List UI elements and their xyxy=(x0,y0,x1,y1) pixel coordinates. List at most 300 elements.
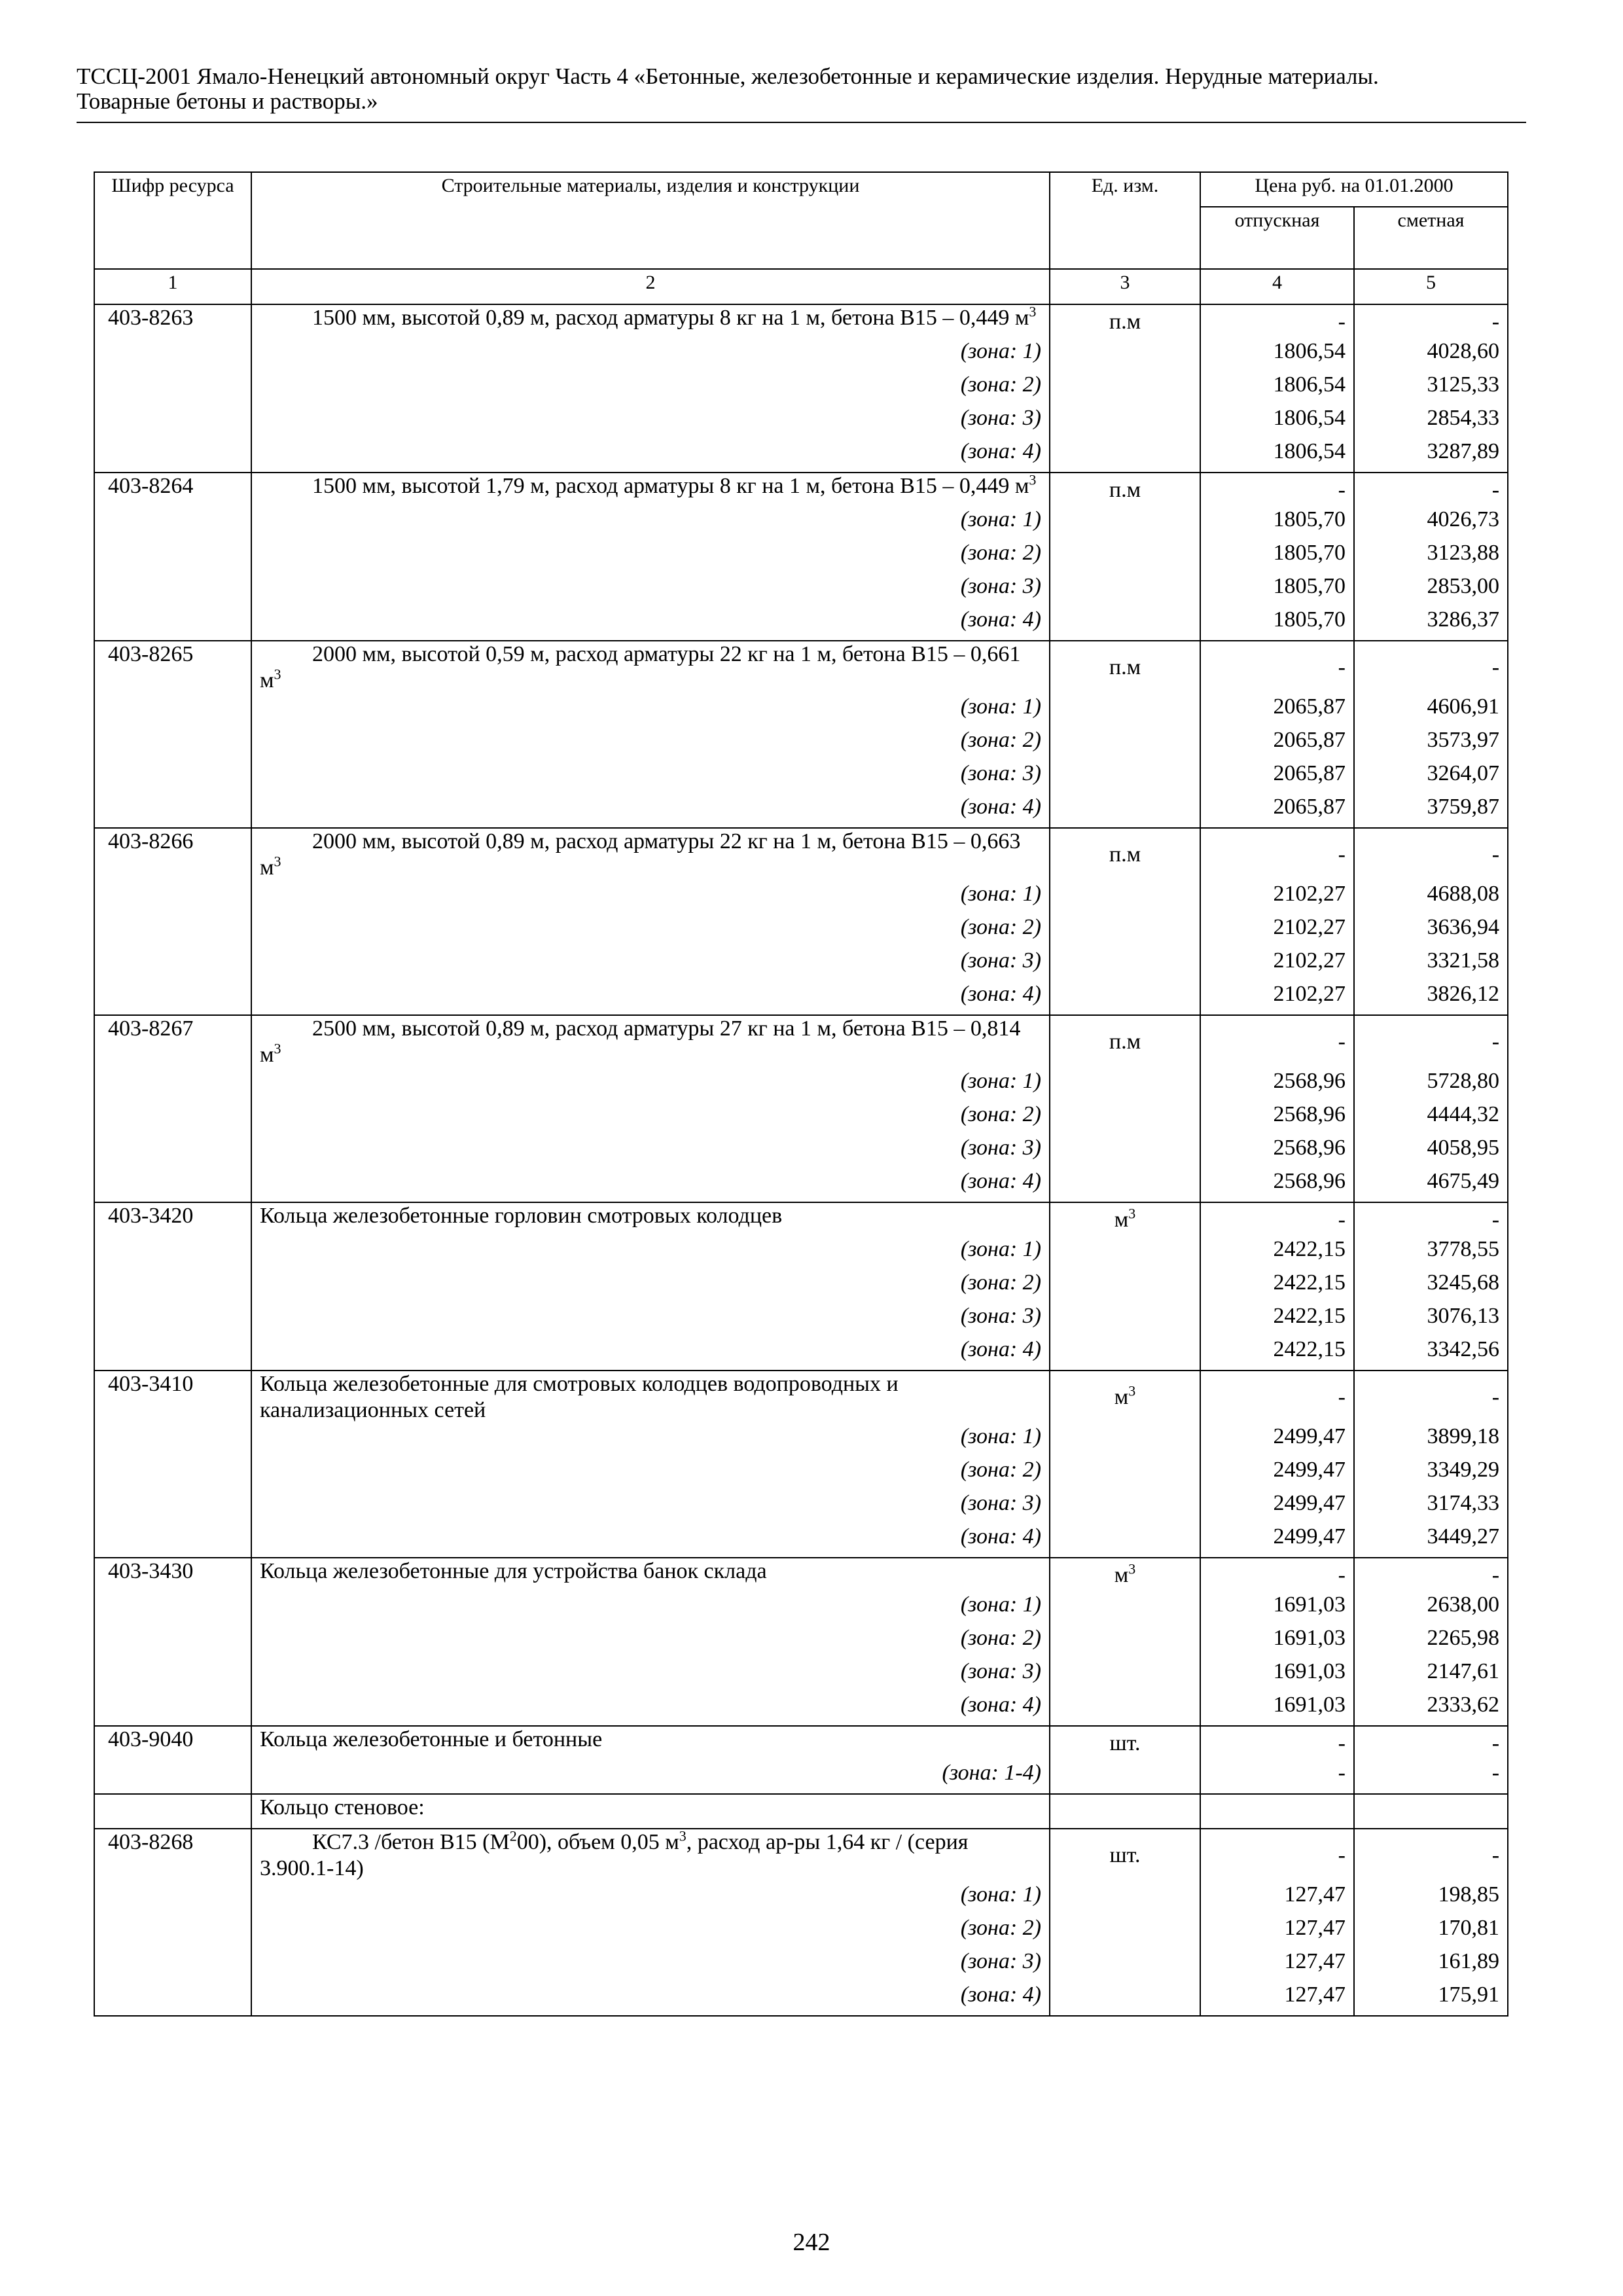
zone-label: (зона: 4) xyxy=(251,1982,1050,2016)
column-number: 4 xyxy=(1200,269,1354,304)
zone-row xyxy=(94,439,1508,473)
zone-estimate-price: 2265,98 xyxy=(1354,1625,1508,1659)
material-name xyxy=(251,1202,1050,1236)
zone-release-price: 2499,47 xyxy=(1200,1424,1354,1457)
zone-unit-cell xyxy=(1050,1490,1200,1524)
estimate-price: - xyxy=(1354,1202,1508,1236)
resource-code: 403-8268 xyxy=(94,1829,251,1882)
zone-release-price: 2422,15 xyxy=(1200,1236,1354,1270)
superscript: 3 xyxy=(679,1827,687,1844)
zone-code-cell xyxy=(94,794,251,828)
zone-row xyxy=(94,914,1508,948)
zone-estimate-price: 3076,13 xyxy=(1354,1303,1508,1336)
zone-label: (зона: 3) xyxy=(251,405,1050,439)
zone-row xyxy=(94,507,1508,540)
zone-row xyxy=(94,338,1508,372)
material-name-text: 2500 мм, высотой 0,89 м, расход арматуры 27 кг на 1 м, бетона В15 – 0,814 м xyxy=(260,1016,1021,1067)
resource-code: 403-8265 xyxy=(94,641,251,694)
zone-label: (зона: 1) xyxy=(251,694,1050,727)
zone-unit-cell xyxy=(1050,338,1200,372)
zone-label: (зона: 3) xyxy=(251,1490,1050,1524)
zone-code-cell xyxy=(94,439,251,473)
release-price: - xyxy=(1200,1829,1354,1882)
zone-release-price: 1805,70 xyxy=(1200,540,1354,573)
unit-text: м xyxy=(1114,1207,1129,1232)
zone-estimate-price: 3899,18 xyxy=(1354,1424,1508,1457)
zone-release-price: 127,47 xyxy=(1200,1915,1354,1948)
zone-unit-cell xyxy=(1050,1659,1200,1692)
zone-label: (зона: 4) xyxy=(251,607,1050,641)
zone-code-cell xyxy=(94,372,251,405)
zone-code-cell xyxy=(94,1882,251,1915)
zone-unit-cell xyxy=(1050,1592,1200,1625)
zone-unit-cell xyxy=(1050,1068,1200,1102)
zone-estimate-price: 3636,94 xyxy=(1354,914,1508,948)
zone-release-price: 1806,54 xyxy=(1200,338,1354,372)
zone-row xyxy=(94,1882,1508,1915)
zone-release-price: 2568,96 xyxy=(1200,1102,1354,1135)
zone-code-cell xyxy=(94,1524,251,1558)
zone-code-cell xyxy=(94,981,251,1015)
zone-release-price: 2422,15 xyxy=(1200,1336,1354,1371)
zone-label: (зона: 3) xyxy=(251,1303,1050,1336)
zone-code-cell xyxy=(94,338,251,372)
zone-estimate-price: 3174,33 xyxy=(1354,1490,1508,1524)
zone-unit-cell xyxy=(1050,1948,1200,1982)
zone-unit-cell xyxy=(1050,727,1200,761)
superscript: 3 xyxy=(274,666,281,683)
unit-text: п.м xyxy=(1109,655,1141,679)
price-table xyxy=(94,171,1508,2017)
page-number: 242 xyxy=(793,2229,830,2256)
zone-label: (зона: 2) xyxy=(251,914,1050,948)
zone-estimate-price: 3573,97 xyxy=(1354,727,1508,761)
zone-estimate-price: 3245,68 xyxy=(1354,1270,1508,1303)
zone-release-price: 1805,70 xyxy=(1200,573,1354,607)
section-release-cell xyxy=(1200,1794,1354,1829)
unit-cell xyxy=(1050,473,1200,507)
unit-cell xyxy=(1050,1829,1200,1882)
zone-unit-cell xyxy=(1050,1102,1200,1135)
zone-row xyxy=(94,1068,1508,1102)
zone-unit-cell xyxy=(1050,573,1200,607)
zone-release-price: 2065,87 xyxy=(1200,761,1354,794)
zone-row xyxy=(94,1135,1508,1168)
zone-label: (зона: 3) xyxy=(251,573,1050,607)
zone-code-cell xyxy=(94,1915,251,1948)
zone-row xyxy=(94,948,1508,981)
section-unit-cell xyxy=(1050,1794,1200,1829)
zone-row xyxy=(94,1524,1508,1558)
zone-code-cell xyxy=(94,881,251,914)
unit-superscript: 3 xyxy=(1128,1382,1136,1399)
zone-row xyxy=(94,981,1508,1015)
material-name-part: , расход ар-ры 1,64 кг / (серия 3.900.1-14) xyxy=(260,1830,969,1880)
zone-code-cell xyxy=(94,607,251,641)
unit-cell xyxy=(1050,1202,1200,1236)
zone-row xyxy=(94,1592,1508,1625)
zone-row xyxy=(94,1915,1508,1948)
zone-release-price: 127,47 xyxy=(1200,1882,1354,1915)
zone-estimate-price: 2853,00 xyxy=(1354,573,1508,607)
zone-row xyxy=(94,405,1508,439)
header-name: Строительные материалы, изделия и конструкции xyxy=(251,172,1050,269)
zone-estimate-price: 4026,73 xyxy=(1354,507,1508,540)
unit-cell xyxy=(1050,1726,1200,1760)
zone-label: (зона: 1) xyxy=(251,1068,1050,1102)
zone-unit-cell xyxy=(1050,507,1200,540)
material-name-text: Кольца железобетонные для смотровых колодцев водопроводных и канализационных сетей xyxy=(260,1372,899,1422)
zone-unit-cell xyxy=(1050,761,1200,794)
zone-code-cell xyxy=(94,761,251,794)
resource-code: 403-3430 xyxy=(94,1558,251,1592)
zone-estimate-price: 3342,56 xyxy=(1354,1336,1508,1371)
release-price: - xyxy=(1200,1015,1354,1068)
resource-code: 403-8267 xyxy=(94,1015,251,1068)
zone-estimate-price: 161,89 xyxy=(1354,1948,1508,1982)
material-name-text: 2000 мм, высотой 0,89 м, расход арматуры 22 кг на 1 м, бетона В15 – 0,663 м xyxy=(260,829,1021,880)
zone-release-price: 1806,54 xyxy=(1200,405,1354,439)
zone-row xyxy=(94,1168,1508,1202)
material-name xyxy=(251,828,1050,881)
resource-code: 403-3420 xyxy=(94,1202,251,1236)
header-price: Цена руб. на 01.01.2000 xyxy=(1200,172,1508,207)
zone-row xyxy=(94,1336,1508,1371)
table-header-row xyxy=(94,172,1508,207)
estimate-price: - xyxy=(1354,1829,1508,1882)
zone-unit-cell xyxy=(1050,794,1200,828)
section-estimate-cell xyxy=(1354,1794,1508,1829)
zone-label: (зона: 4) xyxy=(251,1336,1050,1371)
zone-code-cell xyxy=(94,507,251,540)
zone-release-price: 2065,87 xyxy=(1200,694,1354,727)
zone-label: (зона: 2) xyxy=(251,1102,1050,1135)
zone-row xyxy=(94,1760,1508,1794)
zone-code-cell xyxy=(94,1336,251,1371)
header-code: Шифр ресурса xyxy=(94,172,251,269)
estimate-price: - xyxy=(1354,304,1508,338)
zone-row xyxy=(94,1102,1508,1135)
zone-unit-cell xyxy=(1050,948,1200,981)
superscript: 3 xyxy=(1029,303,1037,320)
header-line-1: ТССЦ-2001 Ямало-Ненецкий автономный округ Часть 4 «Бетонные, железобетонные и керамические изделия. Нерудные материалы. xyxy=(77,63,1379,89)
zone-estimate-price: 3759,87 xyxy=(1354,794,1508,828)
material-name-text: Кольца железобетонные горловин смотровых колодцев xyxy=(260,1204,783,1228)
document-header xyxy=(77,64,1526,114)
table-row xyxy=(94,304,1508,338)
resource-code: 403-9040 xyxy=(94,1726,251,1760)
zone-label: (зона: 4) xyxy=(251,1692,1050,1726)
zone-label: (зона: 3) xyxy=(251,948,1050,981)
zone-estimate-price: 3123,88 xyxy=(1354,540,1508,573)
zone-unit-cell xyxy=(1050,1760,1200,1794)
zone-release-price: 1806,54 xyxy=(1200,439,1354,473)
zone-label: (зона: 3) xyxy=(251,1948,1050,1982)
zone-estimate-price: 3321,58 xyxy=(1354,948,1508,981)
resource-code: 403-8263 xyxy=(94,304,251,338)
zone-unit-cell xyxy=(1050,1524,1200,1558)
table-row xyxy=(94,1829,1508,1882)
zone-estimate-price: 2147,61 xyxy=(1354,1659,1508,1692)
table-row xyxy=(94,1558,1508,1592)
unit-cell xyxy=(1050,828,1200,881)
unit-text: м xyxy=(1114,1562,1129,1587)
zone-code-cell xyxy=(94,1982,251,2016)
zone-row xyxy=(94,761,1508,794)
column-number-row xyxy=(94,269,1508,304)
unit-superscript: 3 xyxy=(1128,1560,1136,1577)
zone-release-price: 127,47 xyxy=(1200,1948,1354,1982)
zone-row xyxy=(94,540,1508,573)
zone-row xyxy=(94,372,1508,405)
zone-estimate-price: 4058,95 xyxy=(1354,1135,1508,1168)
zone-release-price: 2102,27 xyxy=(1200,881,1354,914)
zone-release-price: 1691,03 xyxy=(1200,1692,1354,1726)
material-name xyxy=(251,1558,1050,1592)
release-price: - xyxy=(1200,1726,1354,1760)
estimate-price: - xyxy=(1354,473,1508,507)
zone-estimate-price: 4444,32 xyxy=(1354,1102,1508,1135)
zone-estimate-price: 3125,33 xyxy=(1354,372,1508,405)
zone-estimate-price: 4688,08 xyxy=(1354,881,1508,914)
zone-row xyxy=(94,1659,1508,1692)
material-name-text: 1500 мм, высотой 0,89 м, расход арматуры 8 кг на 1 м, бетона В15 – 0,449 м xyxy=(312,306,1029,330)
zone-code-cell xyxy=(94,727,251,761)
zone-code-cell xyxy=(94,1592,251,1625)
zone-row xyxy=(94,881,1508,914)
zone-unit-cell xyxy=(1050,1457,1200,1490)
zone-estimate-price: 4028,60 xyxy=(1354,338,1508,372)
material-name xyxy=(251,304,1050,338)
zone-label: (зона: 4) xyxy=(251,1168,1050,1202)
zone-label: (зона: 2) xyxy=(251,727,1050,761)
zone-label: (зона: 1) xyxy=(251,338,1050,372)
zone-unit-cell xyxy=(1050,1336,1200,1371)
unit-text: п.м xyxy=(1109,309,1141,334)
zone-estimate-price: - xyxy=(1354,1760,1508,1794)
zone-estimate-price: 2638,00 xyxy=(1354,1592,1508,1625)
zone-estimate-price: 170,81 xyxy=(1354,1915,1508,1948)
zone-unit-cell xyxy=(1050,372,1200,405)
material-name-part: КС7.3 /бетон В15 (М xyxy=(312,1830,510,1854)
table-row xyxy=(94,1371,1508,1424)
zone-label: (зона: 2) xyxy=(251,372,1050,405)
zone-release-price: 1691,03 xyxy=(1200,1659,1354,1692)
release-price: - xyxy=(1200,1558,1354,1592)
zone-label: (зона: 3) xyxy=(251,761,1050,794)
zone-release-price: 1691,03 xyxy=(1200,1592,1354,1625)
table-row xyxy=(94,1015,1508,1068)
zone-label: (зона: 1) xyxy=(251,1236,1050,1270)
zone-estimate-price: 3778,55 xyxy=(1354,1236,1508,1270)
zone-unit-cell xyxy=(1050,694,1200,727)
column-number: 1 xyxy=(94,269,251,304)
resource-code: 403-8264 xyxy=(94,473,251,507)
zone-row xyxy=(94,694,1508,727)
zone-row xyxy=(94,1424,1508,1457)
material-name xyxy=(251,473,1050,507)
unit-text: м xyxy=(1114,1385,1129,1409)
zone-release-price: 1805,70 xyxy=(1200,507,1354,540)
zone-row xyxy=(94,1625,1508,1659)
table-row xyxy=(94,1202,1508,1236)
zone-code-cell xyxy=(94,1424,251,1457)
zone-label: (зона: 2) xyxy=(251,540,1050,573)
table-row xyxy=(94,473,1508,507)
unit-text: шт. xyxy=(1109,1843,1141,1867)
material-name-text: Кольца железобетонные для устройства банок склада xyxy=(260,1559,767,1583)
release-price: - xyxy=(1200,1202,1354,1236)
zone-code-cell xyxy=(94,1236,251,1270)
resource-code: 403-3410 xyxy=(94,1371,251,1424)
zone-label: (зона: 1) xyxy=(251,881,1050,914)
zone-release-price: 2065,87 xyxy=(1200,727,1354,761)
resource-code: 403-8266 xyxy=(94,828,251,881)
zone-unit-cell xyxy=(1050,914,1200,948)
table-row xyxy=(94,641,1508,694)
zone-release-price: 2499,47 xyxy=(1200,1524,1354,1558)
unit-cell xyxy=(1050,1371,1200,1424)
zone-release-price: 1806,54 xyxy=(1200,372,1354,405)
zone-code-cell xyxy=(94,1659,251,1692)
zone-estimate-price: 4606,91 xyxy=(1354,694,1508,727)
zone-estimate-price: 2333,62 xyxy=(1354,1692,1508,1726)
zone-label: (зона: 2) xyxy=(251,1270,1050,1303)
material-name-text: 1500 мм, высотой 1,79 м, расход арматуры 8 кг на 1 м, бетона В15 – 0,449 м xyxy=(312,474,1029,498)
header-release: отпускная xyxy=(1200,207,1354,269)
release-price: - xyxy=(1200,304,1354,338)
zone-release-price: 1691,03 xyxy=(1200,1625,1354,1659)
zone-row xyxy=(94,1457,1508,1490)
header-line-2: Товарные бетоны и растворы.» xyxy=(77,88,378,114)
zone-row xyxy=(94,1303,1508,1336)
zone-row xyxy=(94,607,1508,641)
zone-code-cell xyxy=(94,1270,251,1303)
zone-row xyxy=(94,727,1508,761)
zone-code-cell xyxy=(94,1948,251,1982)
zone-release-price: 1805,70 xyxy=(1200,607,1354,641)
zone-label: (зона: 1) xyxy=(251,1882,1050,1915)
unit-text: п.м xyxy=(1109,477,1141,502)
release-price: - xyxy=(1200,828,1354,881)
zone-unit-cell xyxy=(1050,405,1200,439)
zone-release-price: 127,47 xyxy=(1200,1982,1354,2016)
zone-unit-cell xyxy=(1050,439,1200,473)
unit-superscript: 3 xyxy=(1128,1205,1136,1222)
zone-release-price: 2422,15 xyxy=(1200,1270,1354,1303)
material-name xyxy=(251,1829,1050,1882)
zone-release-price: 2102,27 xyxy=(1200,914,1354,948)
zone-unit-cell xyxy=(1050,1625,1200,1659)
zone-estimate-price: 3264,07 xyxy=(1354,761,1508,794)
zone-label: (зона: 1) xyxy=(251,1424,1050,1457)
estimate-price: - xyxy=(1354,1371,1508,1424)
zone-row xyxy=(94,573,1508,607)
zone-label: (зона: 2) xyxy=(251,1625,1050,1659)
material-name-text: Кольца железобетонные и бетонные xyxy=(260,1727,603,1751)
zone-unit-cell xyxy=(1050,607,1200,641)
zone-label: (зона: 4) xyxy=(251,439,1050,473)
zone-estimate-price: 3449,27 xyxy=(1354,1524,1508,1558)
zone-code-cell xyxy=(94,1102,251,1135)
zone-unit-cell xyxy=(1050,981,1200,1015)
zone-code-cell xyxy=(94,1168,251,1202)
zone-release-price: 2568,96 xyxy=(1200,1068,1354,1102)
zone-label: (зона: 2) xyxy=(251,1457,1050,1490)
zone-label: (зона: 3) xyxy=(251,1659,1050,1692)
zone-unit-cell xyxy=(1050,1135,1200,1168)
unit-text: шт. xyxy=(1109,1731,1141,1755)
material-name xyxy=(251,641,1050,694)
zone-estimate-price: 198,85 xyxy=(1354,1882,1508,1915)
zone-code-cell xyxy=(94,1760,251,1794)
zone-code-cell xyxy=(94,1135,251,1168)
zone-label: (зона: 4) xyxy=(251,1524,1050,1558)
material-name-part: 00), объем 0,05 м xyxy=(516,1830,679,1854)
header-unit: Ед. изм. xyxy=(1050,172,1200,269)
zone-release-price: 2065,87 xyxy=(1200,794,1354,828)
zone-estimate-price: 3349,29 xyxy=(1354,1457,1508,1490)
table-row xyxy=(94,1726,1508,1760)
zone-release-price: 2499,47 xyxy=(1200,1457,1354,1490)
zone-unit-cell xyxy=(1050,1236,1200,1270)
zone-code-cell xyxy=(94,914,251,948)
zone-code-cell xyxy=(94,1490,251,1524)
zone-code-cell xyxy=(94,1625,251,1659)
release-price: - xyxy=(1200,1371,1354,1424)
zone-estimate-price: 3286,37 xyxy=(1354,607,1508,641)
zone-unit-cell xyxy=(1050,1424,1200,1457)
unit-cell xyxy=(1050,1558,1200,1592)
zone-row xyxy=(94,1982,1508,2016)
zone-row xyxy=(94,1692,1508,1726)
zone-unit-cell xyxy=(1050,1882,1200,1915)
zone-release-price: 2102,27 xyxy=(1200,981,1354,1015)
superscript: 3 xyxy=(274,1040,281,1057)
column-number: 2 xyxy=(251,269,1050,304)
release-price: - xyxy=(1200,641,1354,694)
zone-code-cell xyxy=(94,405,251,439)
zone-unit-cell xyxy=(1050,1270,1200,1303)
zone-estimate-price: 2854,33 xyxy=(1354,405,1508,439)
zone-release-price: 2568,96 xyxy=(1200,1168,1354,1202)
zone-release-price: - xyxy=(1200,1760,1354,1794)
section-title: Кольцо стеновое: xyxy=(251,1794,1050,1829)
estimate-price: - xyxy=(1354,1726,1508,1760)
material-name xyxy=(251,1726,1050,1760)
unit-text: п.м xyxy=(1109,842,1141,867)
section-code-cell xyxy=(94,1794,251,1829)
zone-estimate-price: 175,91 xyxy=(1354,1982,1508,2016)
estimate-price: - xyxy=(1354,1015,1508,1068)
material-name xyxy=(251,1015,1050,1068)
unit-cell xyxy=(1050,304,1200,338)
zone-code-cell xyxy=(94,694,251,727)
zone-estimate-price: 3826,12 xyxy=(1354,981,1508,1015)
unit-text: п.м xyxy=(1109,1030,1141,1054)
zone-label: (зона: 2) xyxy=(251,1915,1050,1948)
zone-label: (зона: 1) xyxy=(251,1592,1050,1625)
zone-label: (зона: 3) xyxy=(251,1135,1050,1168)
estimate-price: - xyxy=(1354,1558,1508,1592)
zone-release-price: 2499,47 xyxy=(1200,1490,1354,1524)
material-name xyxy=(251,1371,1050,1424)
header-rule xyxy=(77,122,1526,123)
zone-unit-cell xyxy=(1050,540,1200,573)
header-estimate: сметная xyxy=(1354,207,1508,269)
zone-code-cell xyxy=(94,948,251,981)
zone-release-price: 2568,96 xyxy=(1200,1135,1354,1168)
